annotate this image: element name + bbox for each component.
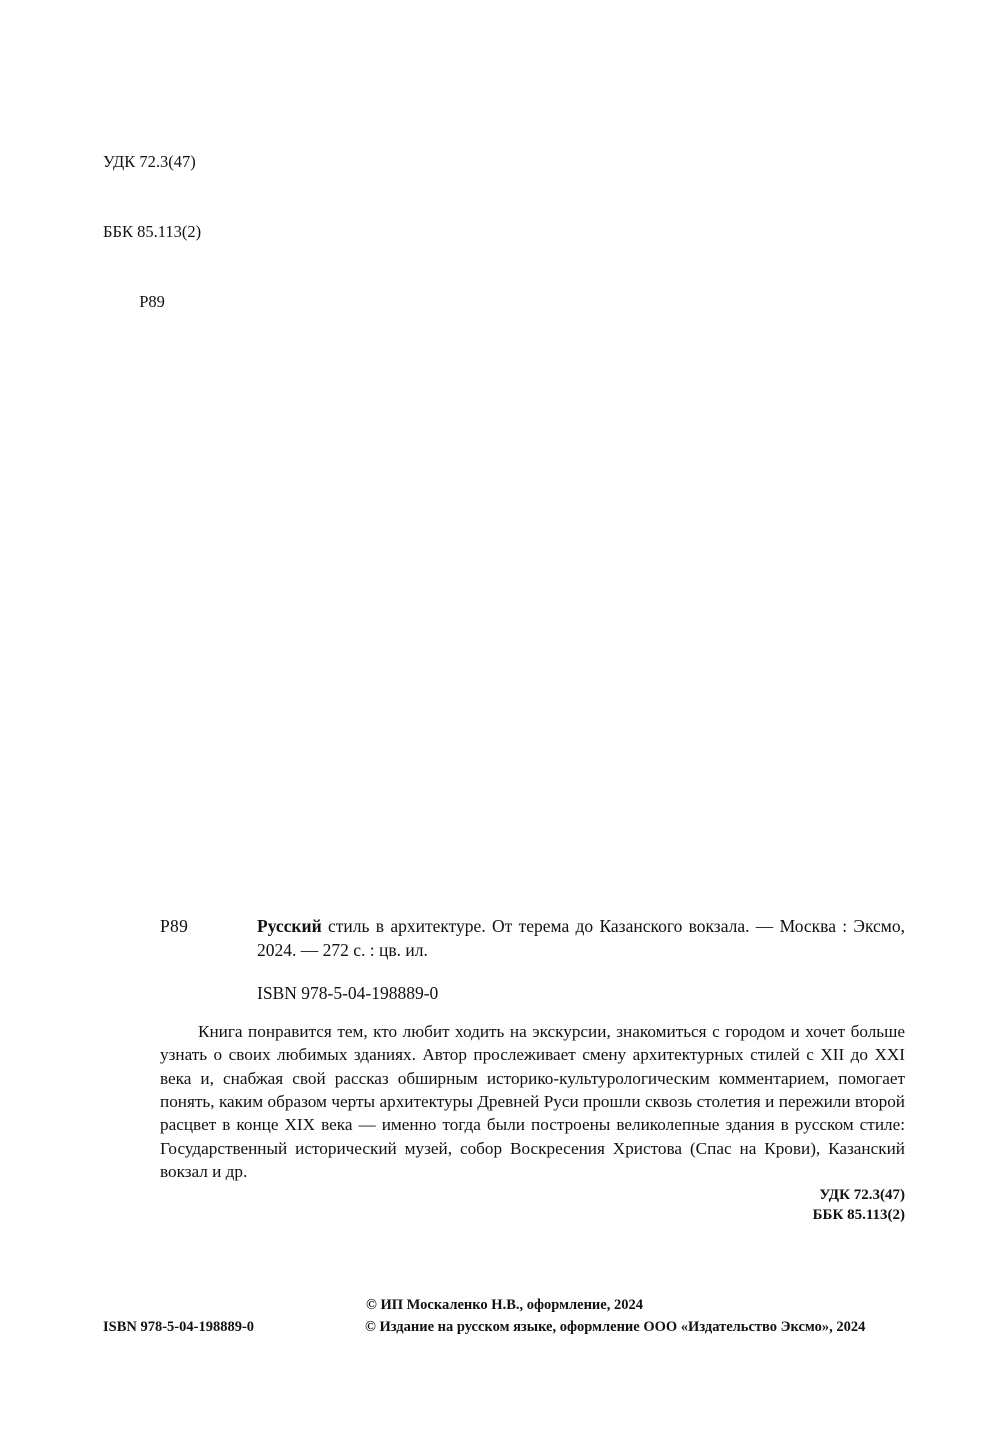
footer-row xyxy=(103,1295,908,1339)
record-heading xyxy=(160,915,905,963)
footer-copyright xyxy=(365,1295,908,1339)
record-code: Р89 xyxy=(160,916,189,936)
copyright-line-2: © Издание на русском языке, оформление ООО «Издательство Эксмо», 2024 xyxy=(365,1318,866,1335)
bibliographic-record xyxy=(160,915,905,1225)
top-classification-block xyxy=(103,103,201,361)
record-title-line xyxy=(257,915,905,963)
record-isbn: ISBN 978-5-04-198889-0 xyxy=(257,982,439,1003)
page-footer xyxy=(103,1295,908,1339)
bbk-code-top: ББК 85.113(2) xyxy=(103,222,202,242)
copyright-line-1: © ИП Москаленко Н.В., оформление, 2024 xyxy=(366,1297,643,1313)
footer-isbn: ISBN 978-5-04-198889-0 xyxy=(103,1318,255,1335)
record-title-rest: стиль в архитектуре. От терема до Казанского вокзала. — Москва : Эксмо, 2024. — 272 с. : цв. ил. xyxy=(257,916,905,960)
catalog-code-top: Р89 xyxy=(139,292,165,312)
record-annotation: Книга понравится тем, кто любит ходить на экскурсии, знакомиться с городом и хочет больше узнать о своих любимых зданиях. Автор прослеживает смену архитектурных стилей с XII до XXI века и, снабжая свой рассказ обширным историко-культурологическим комментарием, помогает понять, каким образом черты архитектуры Древней Руси прошли сквозь столетия и пережили второй расцвет в конце XIX века — именно тогда были построены великолепные здания в русском стиле: Государственный исторический музей, собор Воскресения Христова (Спас на Крови), Казанский вокзал и др. xyxy=(160,1021,905,1182)
bottom-classification-block xyxy=(160,1186,905,1226)
record-title-bold: Русский xyxy=(257,916,322,936)
bbk-code-bottom: ББК 85.113(2) xyxy=(812,1206,905,1223)
udk-code-bottom: УДК 72.3(47) xyxy=(819,1186,905,1203)
udk-code-top: УДК 72.3(47) xyxy=(103,151,196,171)
